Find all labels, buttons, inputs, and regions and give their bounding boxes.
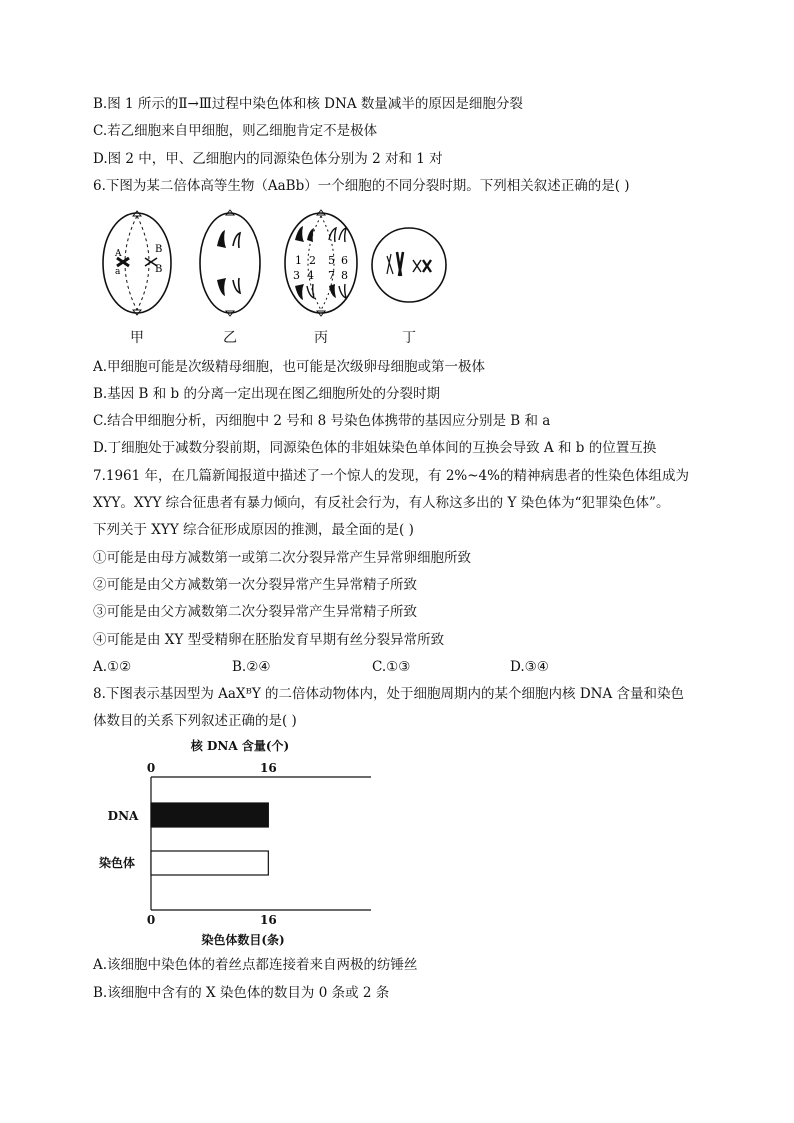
cell-label-yi: 乙	[223, 330, 237, 346]
cell-label-ding: 丁	[402, 330, 416, 346]
chromosome-number: 3	[293, 269, 300, 282]
question-7-stem-line2: XYY。XYY 综合征患者有暴力倾向，有反社会行为，有人称这多出的 Y 染色体为“犯罪染色体”。	[93, 495, 670, 511]
bar-dna	[151, 803, 268, 827]
q7-statement-1: ①可能是由母方减数第一或第二次分裂异常产生异常卵细胞所致	[93, 550, 471, 566]
chromosome-number: 2	[309, 254, 316, 267]
chromosome-number: 8	[341, 269, 348, 282]
q7-option-d: D.③④	[510, 659, 549, 675]
chromosome-number: 6	[341, 254, 348, 267]
chromosome-number: 7	[328, 269, 335, 282]
x-axis-label: 染色体数目(条)	[201, 933, 285, 947]
q5-option-c: C.若乙细胞来自甲细胞，则乙细胞肯定不是极体	[93, 123, 378, 139]
q7-statement-3: ③可能是由父方减数第二次分裂异常产生异常精子所致	[93, 604, 417, 620]
bottom-tick-label: 16	[259, 913, 277, 927]
dna-chromosome-bar-chart	[95, 735, 395, 950]
chromosome-number: 4	[307, 269, 314, 282]
gene-label: a	[115, 267, 121, 277]
gene-label: B	[155, 264, 163, 275]
question-8-stem-line2: 体数目的关系下列叙述正确的是( )	[93, 713, 297, 729]
q7-option-b: B.②④	[232, 659, 271, 675]
cell-ding	[372, 228, 446, 302]
cell-jia	[103, 211, 171, 315]
q7-statement-4: ④可能是由 XY 型受精卵在胚胎发育早期有丝分裂异常所致	[93, 632, 445, 648]
q6-option-d: D.丁细胞处于减数分裂前期，同源染色体的非姐妹染色单体间的互换会导致 A 和 b 的位置互换	[93, 440, 657, 456]
category-label-chromosome: 染色体	[98, 856, 136, 870]
question-8-stem-line1: 8.下图表示基因型为 AaXᴮY 的二倍体动物体内，处于细胞周期内的某个细胞内核 DNA 含量和染色	[93, 686, 684, 702]
gene-label: A	[115, 249, 122, 259]
q6-option-c: C.结合甲细胞分析，丙细胞中 2 号和 8 号染色体携带的基因应分别是 B 和 a	[93, 413, 551, 429]
cell-bing	[285, 210, 357, 316]
chromosome-number: 5	[328, 254, 335, 267]
q6-option-a: A.甲细胞可能是次级精母细胞，也可能是次级卵母细胞或第一极体	[93, 359, 486, 375]
bottom-tick-label: 0	[146, 913, 156, 927]
cell-label-jia: 甲	[130, 330, 144, 346]
bar-chromosome	[151, 851, 268, 875]
top-tick-label: 16	[259, 761, 277, 775]
q5-option-b: B.图 1 所示的Ⅱ→Ⅲ过程中染色体和核 DNA 数量减半的原因是细胞分裂	[93, 96, 523, 112]
q8-option-a: A.该细胞中染色体的着丝点都连接着来自两极的纺锤丝	[93, 957, 418, 973]
question-6-stem: 6.下图为某二倍体高等生物（AaBb）一个细胞的不同分裂时期。下列相关叙述正确的是( )	[93, 178, 630, 194]
category-label-dna: DNA	[107, 809, 139, 823]
q7-statement-2: ②可能是由父方减数第一次分裂异常产生异常精子所致	[93, 577, 417, 593]
q7-option-c: C.①③	[372, 659, 411, 675]
cell-label-bing: 丙	[314, 330, 328, 346]
cell-yi	[200, 210, 260, 316]
q7-option-a: A.①②	[93, 659, 132, 675]
chart-title: 核 DNA 含量(个)	[190, 739, 290, 753]
q8-option-b: B.该细胞中含有的 X 染色体的数目为 0 条或 2 条	[93, 985, 390, 1001]
q5-option-d: D.图 2 中，甲、乙细胞内的同源染色体分别为 2 对和 1 对	[93, 151, 443, 167]
q6-option-b: B.基因 B 和 b 的分离一定出现在图乙细胞所处的分裂时期	[93, 386, 440, 402]
chromosome-number: 1	[295, 254, 302, 267]
gene-label: B	[155, 244, 163, 255]
top-tick-label: 0	[146, 761, 156, 775]
question-7-stem-line3: 下列关于 XYY 综合征形成原因的推测，最全面的是( )	[93, 522, 414, 538]
question-7-stem-line1: 7.1961 年，在几篇新闻报道中描述了一个惊人的发现，有 2%~4%的精神病患者的性染色体组成为	[93, 468, 689, 484]
